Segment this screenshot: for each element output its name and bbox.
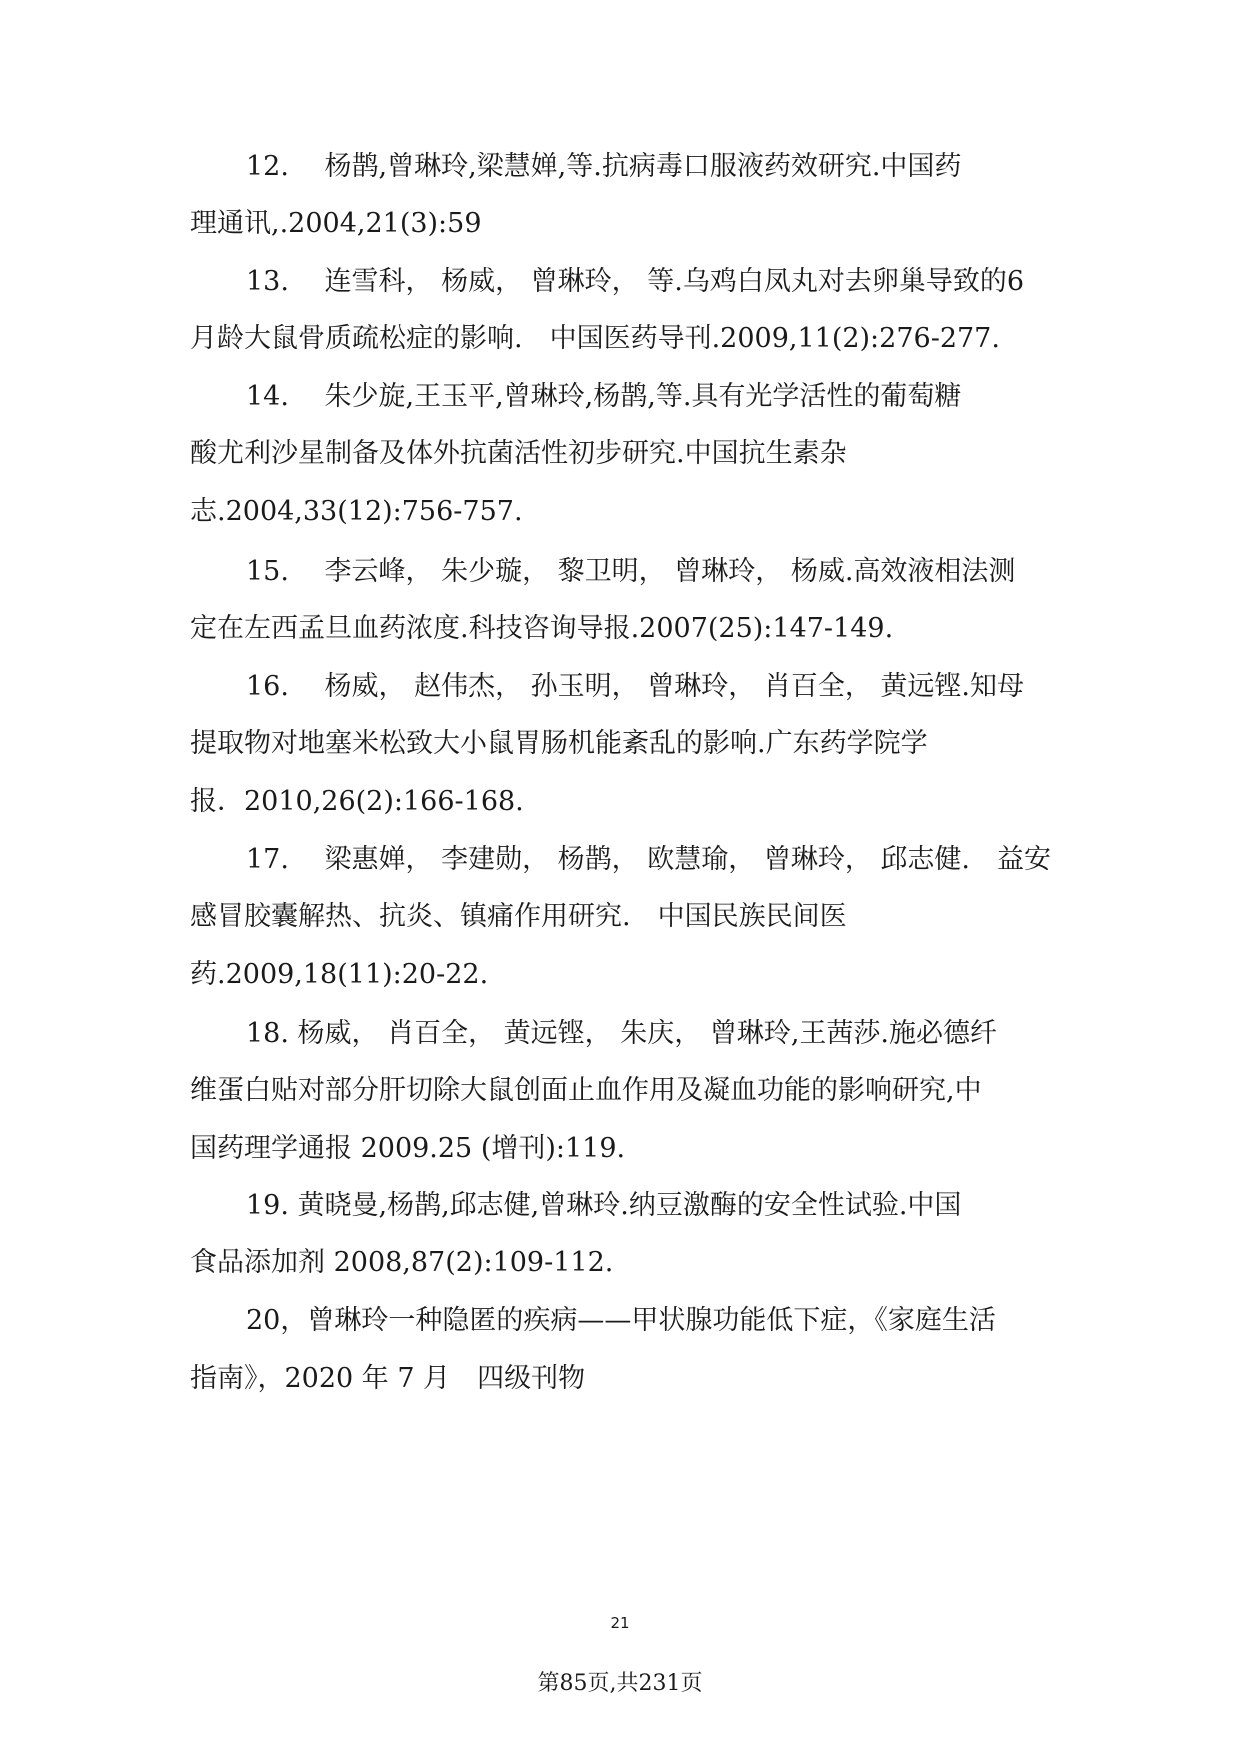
- ref-13-line-2: 月龄大鼠骨质疏松症的影响. 中国医药导刊.2009,11(2):276-277.: [190, 323, 1000, 354]
- ref-12-line-1: 12. 杨鹊,曾琳玲,梁慧婵,等.抗病毒口服液药效研究.中国药: [246, 151, 962, 182]
- page-number: 21: [610, 1614, 630, 1632]
- ref-20-line-2: 指南》，2020 年 7 月 四级刊物: [190, 1363, 586, 1394]
- ref-19-line-1: 19. 黄晓曼,杨鹊,邱志健,曾琳玲.纳豆激酶的安全性试验.中国: [246, 1190, 962, 1221]
- ref-17-line-2: 感冒胶囊解热、抗炎、镇痛作用研究. 中国民族民间医: [190, 901, 847, 932]
- ref-14-line-3: 志.2004,33(12):756-757.: [190, 496, 523, 527]
- ref-14-line-1: 14. 朱少旋,王玉平,曾琳玲,杨鹊,等.具有光学活性的葡萄糖: [246, 381, 962, 412]
- ref-18-line-1: 18. 杨威， 肖百全， 黄远铿， 朱庆， 曾琳玲,王茜莎.施必德纤: [246, 1018, 998, 1049]
- ref-12-line-2: 理通讯,.2004,21(3):59: [190, 208, 482, 239]
- ref-19-line-2: 食品添加剂 2008,87(2):109-112.: [190, 1247, 614, 1278]
- ref-16-line-3: 报．2010,26(2):166-168.: [190, 786, 524, 817]
- ref-16-line-1: 16. 杨威， 赵伟杰， 孙玉明， 曾琳玲， 肖百全， 黄远铿.知母: [246, 671, 1025, 702]
- ref-16-line-2: 提取物对地塞米松致大小鼠胃肠机能紊乱的影响.广东药学院学: [190, 728, 928, 759]
- ref-15-line-1: 15. 李云峰， 朱少璇， 黎卫明， 曾琳玲， 杨威.高效液相法测: [246, 556, 1016, 587]
- ref-20-line-1: 20，曾琳玲一种隐匿的疾病——甲状腺功能低下症，《家庭生活: [246, 1305, 996, 1336]
- ref-18-line-2: 维蛋白贴对部分肝切除大鼠创面止血作用及凝血功能的影响研究,中: [190, 1075, 982, 1106]
- ref-17-line-1: 17. 梁惠婵， 李建勋， 杨鹊， 欧慧瑜， 曾琳玲， 邱志健. 益安: [246, 844, 1052, 875]
- ref-17-line-3: 药.2009,18(11):20-22.: [190, 959, 489, 990]
- ref-14-line-2: 酸尤利沙星制备及体外抗菌活性初步研究.中国抗生素杂: [190, 438, 847, 469]
- ref-18-line-3: 国药理学通报 2009.25 (增刊):119.: [190, 1133, 626, 1164]
- ref-13-line-1: 13. 连雪科， 杨威， 曾琳玲， 等.乌鸡白凤丸对去卵巢导致的6: [246, 266, 1025, 297]
- page-footer: 第85页,共231页: [537, 1671, 703, 1696]
- ref-15-line-2: 定在左西孟旦血药浓度.科技咨询导报.2007(25):147-149.: [190, 613, 894, 644]
